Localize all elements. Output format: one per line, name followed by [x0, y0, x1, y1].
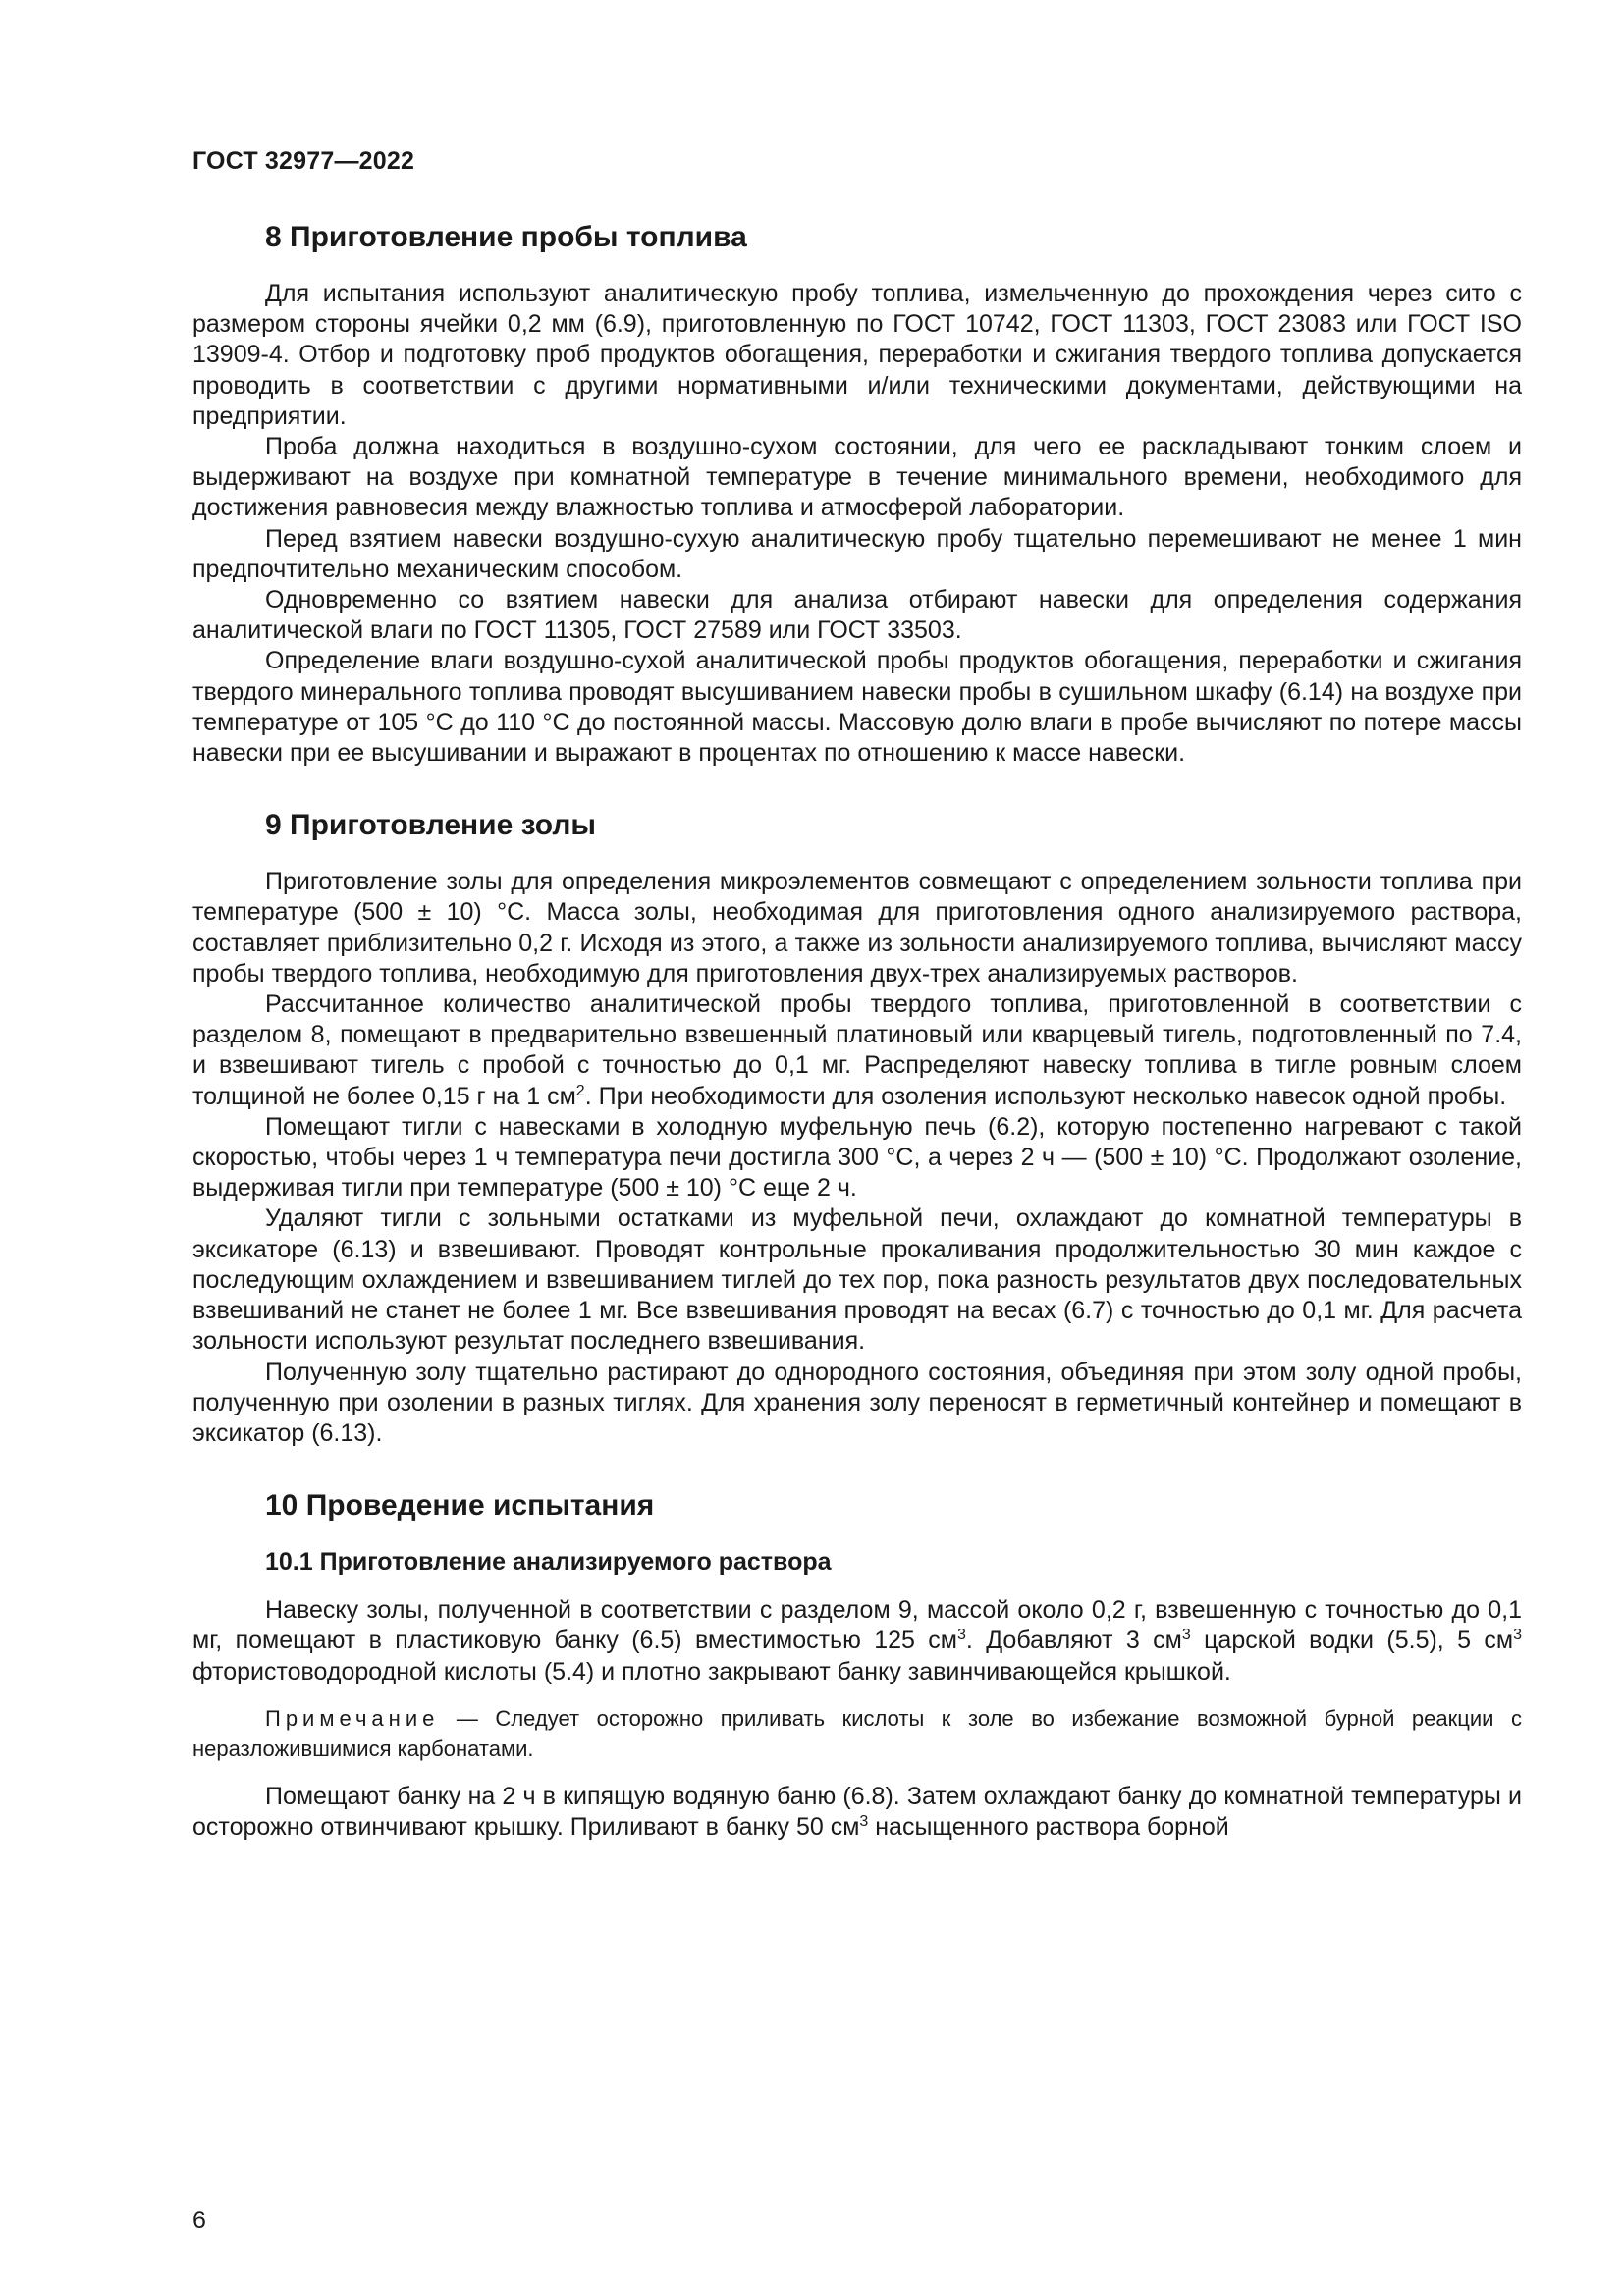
paragraph-text: Рассчитанное количество аналитической пробы твердого топлива, приготовленной в соответствии с разделом 8, помещают в предварительно взвешенный платиновый или кварцевый тигель, подготовленный по 7.4, и взвешивают тигель с пробой с точностью до 0,1 мг. Распределяют навеску топлива в тигле ровным слоем толщиной не более 0,15 г на 1 см	[192, 990, 1522, 1110]
paragraph-text: насыщенного раствора борной	[868, 1812, 1229, 1841]
section-8-paragraph-1: Для испытания используют аналитическую пробу топлива, измельченную до прохождения через сито с размером стороны ячейки 0,2 мм (6.9), приготовленную по ГОСТ 10742, ГОСТ 11303, ГОСТ 23083 или ГОСТ ISO 13909-4. Отбор и подготовку проб продуктов обогащения, переработки и сжигания твердого топлива допускается проводить в соответствии с другими нормативными и/или техническими документами, действующими на предприятии.	[192, 280, 1522, 430]
section-8-heading: 8 Приготовление пробы топлива	[265, 221, 747, 253]
superscript: 3	[1513, 1627, 1522, 1644]
section-9-heading: 9 Приготовление золы	[265, 809, 597, 842]
section-9-paragraph-4: Удаляют тигли с зольными остатками из муфельной печи, охлаждают до комнатной температуры в эксикаторе (6.13) и взвешивают. Проводят контрольные прокаливания продолжительностью 30 мин каждое с последующим охлаждением и взвешиванием тиглей до тех пор, пока разность результатов двух последовательных взвешиваний не станет не более 1 мг. Все взвешивания проводят на весах (6.7) с точностью до 0,1 мг. Для расчета зольности используют результат последнего взвешивания.	[192, 1204, 1522, 1356]
paragraph-text: Навеску золы, полученной в соответствии с разделом 9, массой около 0,2 г, взвешенную с точностью до 0,1 мг, помещают в пластиковую банку (6.5) вместимостью 125 см	[192, 1596, 1522, 1655]
paragraph-text: царской водки (5.5), 5 см	[1190, 1627, 1514, 1655]
section-10-heading: 10 Проведение испытания	[265, 1489, 655, 1522]
section-10	[192, 1488, 1522, 1842]
section-9-paragraph-3: Помещают тигли с навесками в холодную муфельную печь (6.2), которую постепенно нагревают с такой скоростью, чтобы через 1 ч температура печи достигла 300 °С, а через 2 ч — (500 ± 10) °С. Продолжают озоление, выдерживая тигли при температуре (500 ± 10) °С еще 2 ч.	[192, 1112, 1522, 1202]
note-label: Примечание	[265, 1705, 440, 1731]
document-body	[192, 220, 1522, 1882]
section-8-paragraph-4: Одновременно со взятием навески для анализа отбирают навески для определения содержания аналитической влаги по ГОСТ 11305, ГОСТ 27589 или ГОСТ 33503.	[192, 586, 1522, 645]
section-9-paragraph-5: Полученную золу тщательно растирают до однородного состояния, объединяя при этом золу одной пробы, полученную при озолении в разных тиглях. Для хранения золу переносят в герметичный контейнер и помещают в эксикатор (6.13).	[192, 1358, 1522, 1447]
superscript: 3	[1181, 1627, 1191, 1644]
paragraph-text: фтористоводородной кислоты (5.4) и плотно закрывают банку завинчивающейся крышкой.	[192, 1657, 1231, 1685]
paragraph-text: Помещают банку на 2 ч в кипящую водяную баню (6.8). Затем охлаждают банку до комнатной температуры и осторожно отвинчивают крышку. Приливают в банку 50 см	[192, 1782, 1522, 1841]
document-code-header: ГОСТ 32977—2022	[192, 147, 415, 175]
note-text: — Следует осторожно приливать кислоты к золе во избежание возможной бурной реакции с неразложившимися карбонатами.	[192, 1705, 1522, 1761]
superscript: 3	[956, 1627, 966, 1644]
section-9-paragraph-2	[192, 989, 1522, 1112]
section-8-paragraph-2: Проба должна находиться в воздушно-сухом состоянии, для чего ее раскладывают тонким слоем и выдерживают на воздухе при комнатной температуре в течение минимального времени, необходимого для достижения равновесия между влажностью топлива и атмосферой лаборатории.	[192, 433, 1522, 522]
section-8-paragraph-5: Определение влаги воздушно-сухой аналитической пробы продуктов обогащения, переработки и сжигания твердого минерального топлива проводят высушиванием навески пробы в сушильном шкафу (6.14) на воздухе при температуре от 105 °С до 110 °С до постоянной массы. Массовую долю влаги в пробе вычисляют по потере массы навески при ее высушивании и выражают в процентах по отношению к массе навески.	[192, 647, 1522, 768]
section-8-paragraph-3: Перед взятием навески воздушно-сухую аналитическую пробу тщательно перемешивают не менее 1 мин предпочтительно механическим способом.	[192, 524, 1522, 583]
section-9	[192, 808, 1522, 1449]
section-8	[192, 220, 1522, 769]
section-10-paragraph-1	[192, 1595, 1522, 1687]
superscript: 3	[859, 1812, 869, 1830]
note	[192, 1703, 1522, 1764]
paragraph-text: . При необходимости для озоления используют несколько навесок одной пробы.	[584, 1082, 1507, 1110]
paragraph-text: . Добавляют 3 см	[965, 1627, 1182, 1655]
section-10-paragraph-2	[192, 1782, 1522, 1842]
superscript: 2	[575, 1082, 585, 1099]
page-number: 6	[192, 2207, 206, 2234]
subsection-10-1-heading: 10.1 Приготовление анализируемого раствора	[265, 1548, 832, 1576]
section-9-paragraph-1: Приготовление золы для определения микроэлементов совмещают с определением зольности топлива при температуре (500 ± 10) °С. Масса золы, необходимая для приготовления одного анализируемого раствора, составляет приблизительно 0,2 г. Исходя из этого, а также из зольности анализируемого топлива, вычисляют массу пробы твердого топлива, необходимую для приготовления двух-трех анализируемых растворов.	[192, 868, 1522, 988]
